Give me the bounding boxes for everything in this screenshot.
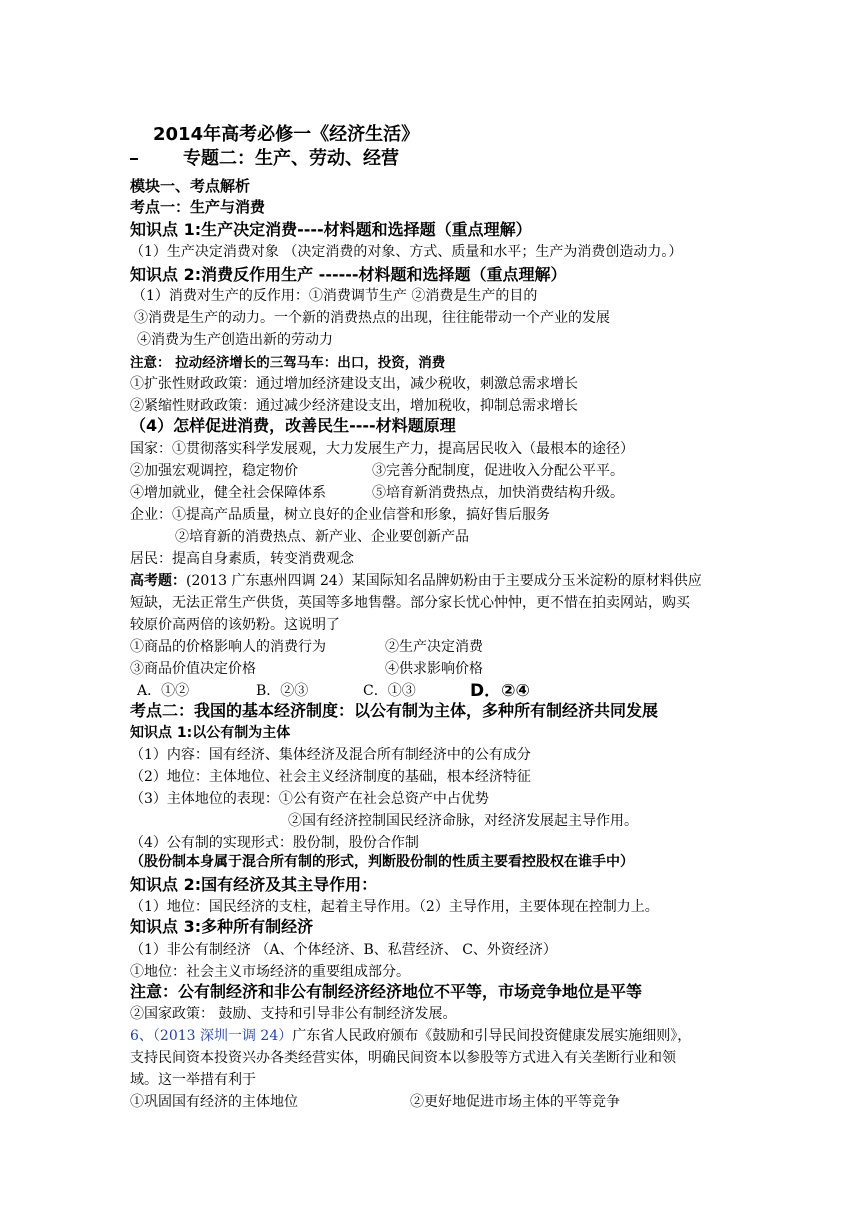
knowledge-heading-2-1: 知识点 1:以公有制为主体 — [130, 725, 291, 741]
document-title: 2014年高考必修一《经济生活》 — [153, 124, 420, 145]
body-line: ①扩张性财政政策：通过增加经济建设支出，减少税收，刺激总需求增长 — [130, 376, 578, 392]
body-line: ③消费是生产的动力。一个新的消费热点的出现，往往能带动一个产业的发展 — [134, 310, 610, 326]
note-line: 注意： 拉动经济增长的三驾马车：出口，投资，消费 — [130, 355, 446, 371]
body-line: ②国家政策： 鼓励、支持和引导非公有制经济发展。 — [130, 1006, 457, 1022]
knowledge-heading-1: 知识点 1:生产决定消费----材料题和选择题（重点理解） — [130, 220, 532, 239]
option-line: ④供求影响价格 — [385, 661, 483, 677]
body-line: 短缺，无法正常生产供货，英国等多地售罄。部分家长忧心忡忡，更不惜在拍卖网站，购买 — [130, 595, 690, 611]
body-line: ⑤培育新消费热点，加快消费结构升级。 — [372, 485, 624, 501]
body-line: （1）地位：国民经济的支柱，起着主导作用。（2）主导作用，主要体现在控制力上。 — [130, 899, 659, 915]
option-line: ①商品的价格影响人的消费行为 — [130, 639, 326, 655]
body-line: （3）主体地位的表现：①公有资产在社会总资产中占优势 — [130, 791, 489, 807]
option-line: ②生产决定消费 — [385, 639, 483, 655]
answer-option-b: B．②③ — [256, 683, 309, 699]
knowledge-heading-2-3: 知识点 3:多种所有制经济 — [130, 917, 314, 936]
body-line: （1）非公有制经济 （A、个体经济、B、私营经济、 C、外资经济） — [130, 942, 557, 958]
body-line: （4）公有制的实现形式：股份制，股份合作制 — [130, 835, 419, 851]
question-text: 广东省人民政府颁布《鼓励和引导民间投资健康发展实施细则》， — [292, 1028, 692, 1044]
exam-question — [130, 1025, 691, 1045]
option-line: ①巩固国有经济的主体地位 — [130, 1094, 298, 1110]
knowledge-heading-2: 知识点 2:消费反作用生产 ------材料题和选择题（重点理解） — [130, 265, 567, 284]
option-line: ②更好地促进市场主体的平等竞争 — [410, 1094, 620, 1110]
body-line: ②培育新的消费热点、新产业、企业要创新产品 — [175, 529, 469, 545]
question-label: 6、（2013 深圳一调 24） — [130, 1028, 293, 1044]
body-line: ①地位：社会主义市场经济的重要组成部分。 — [130, 964, 410, 980]
body-line: ②加强宏观调控，稳定物价 — [130, 463, 298, 479]
body-line: （2）地位：主体地位、社会主义经济制度的基础，根本经济特征 — [130, 769, 531, 785]
option-line: ③商品价值决定价格 — [130, 661, 256, 677]
body-line: ④增加就业，健全社会保障体系 — [130, 485, 326, 501]
divider-mark — [130, 158, 138, 160]
body-line: 企业：①提高产品质量，树立良好的企业信誉和形象，搞好售后服务 — [130, 507, 550, 523]
body-line: ②国有经济控制国民经济命脉，对经济发展起主导作用。 — [288, 813, 638, 829]
section-heading-point2: 考点二：我国的基本经济制度：以公有制为主体，多种所有制经济共同发展 — [130, 701, 659, 720]
answer-option-c: C．①③ — [363, 683, 416, 699]
body-line: 域。这一举措有利于 — [130, 1072, 256, 1088]
body-line: 国家：①贯彻落实科学发展观，大力发展生产力，提高居民收入（最根本的途径） — [130, 441, 634, 457]
document-subtitle: 专题二：生产、劳动、经营 — [183, 148, 399, 169]
body-line: ②紧缩性财政政策：通过减少经济建设支出，增加税收，抑制总需求增长 — [130, 398, 578, 414]
subsection-heading: （4）怎样促进消费，改善民生----材料题原理 — [130, 416, 456, 435]
section-heading-point1: 考点一：生产与消费 — [130, 198, 266, 216]
body-line: ③完善分配制度，促进收入分配公平平。 — [372, 463, 624, 479]
answer-option-a: A．①② — [137, 683, 190, 699]
body-line: （1）内容：国有经济、集体经济及混合所有制经济中的公有成分 — [130, 747, 531, 763]
body-line: 较原价高两倍的该奶粉。这说明了 — [130, 617, 340, 633]
body-line: （1）生产决定消费对象 （决定消费的对象、方式、质量和水平；生产为消费创造动力。） — [130, 244, 683, 260]
answer-option-d: D．②④ — [470, 681, 530, 701]
exam-label: 高考题： — [130, 573, 186, 589]
exam-question — [130, 570, 702, 590]
note-line: 注意：公有制经济和非公有制经济经济地位不平等，市场竞争地位是平等 — [130, 982, 643, 1001]
knowledge-heading-2-2: 知识点 2:国有经济及其主导作用： — [130, 875, 378, 894]
note-line: （股份制本身属于混合所有制的形式，判断股份制的性质主要看控股权在谁手中） — [130, 854, 634, 870]
body-line: ④消费为生产创造出新的劳动力 — [137, 332, 333, 348]
body-line: （1）消费对生产的反作用：①消费调节生产 ②消费是生产的目的 — [132, 288, 538, 304]
module-heading: 模块一、考点解析 — [130, 177, 251, 195]
body-line: 居民：提高自身素质，转变消费观念 — [130, 551, 354, 567]
exam-text: (2013 广东惠州四调 24）某国际知名品牌奶粉由于主要成分玉米淀粉的原材料供应 — [186, 573, 702, 589]
body-line: 支持民间资本投资兴办各类经营实体，明确民间资本以参股等方式进入有关垄断行业和领 — [130, 1050, 676, 1066]
